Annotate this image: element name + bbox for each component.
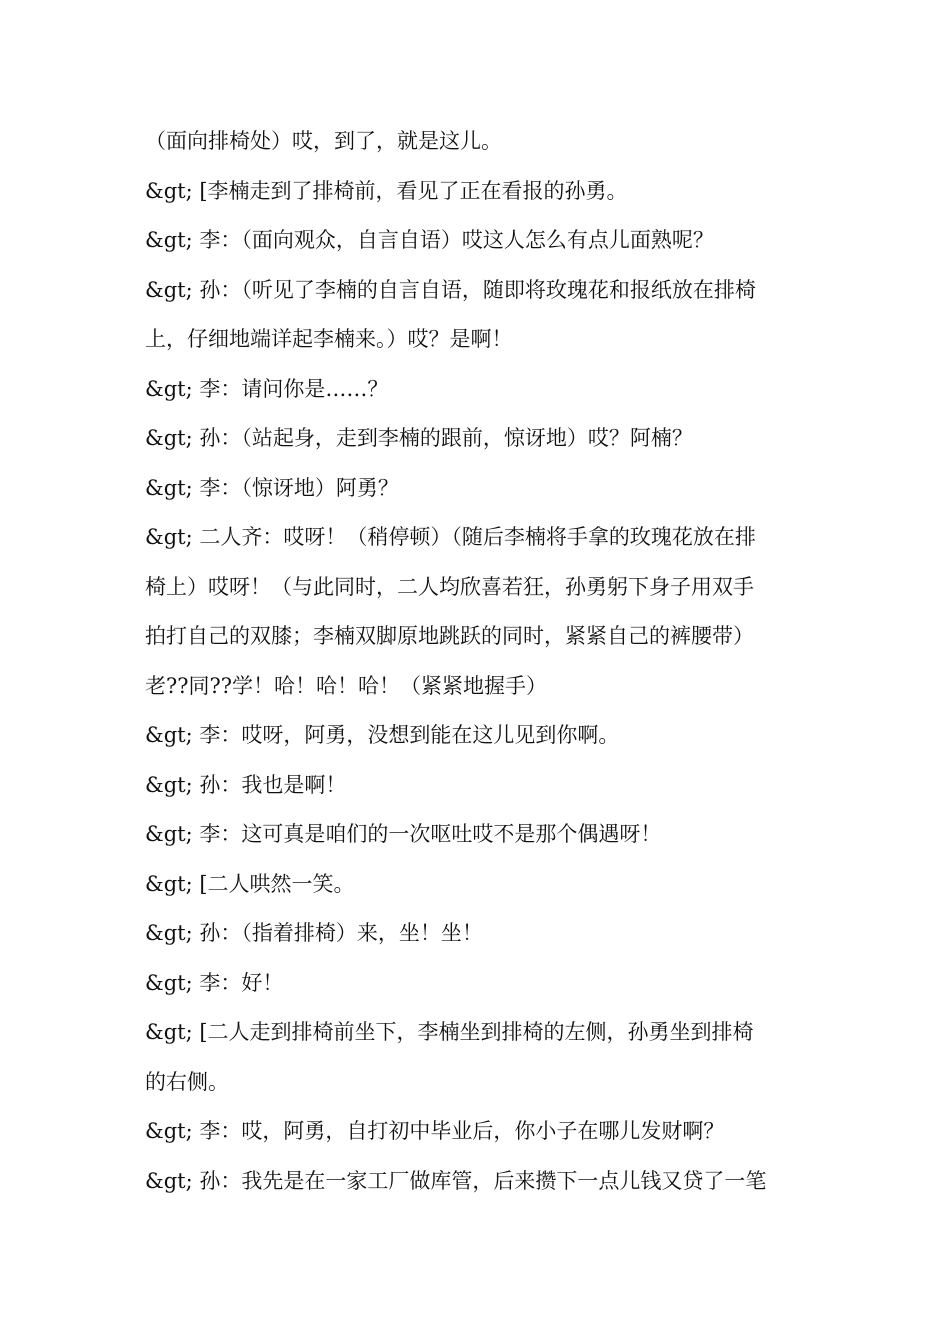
text-line-13: &gt; 李：哎呀，阿勇，没想到能在这儿见到你啊。: [145, 723, 620, 747]
text-line-21: &gt; 李：哎，阿勇，自打初中毕业后，你小子在哪儿发财啊？: [145, 1119, 725, 1143]
text-line-10: 椅上）哎呀！（与此同时，二人均欣喜若狂，孙勇躬下身子用双手: [145, 574, 754, 599]
text-line-20: 的右侧。: [145, 1069, 229, 1094]
text-line-15: &gt; 李：这可真是咱们的一次呕吐哎不是那个偶遇呀！: [145, 822, 662, 846]
text-line-19: &gt; [二人走到排椅前坐下，李楠坐到排椅的左侧，孙勇坐到排椅: [145, 1020, 754, 1044]
text-line-14: &gt; 孙：我也是啊！: [145, 772, 347, 797]
text-line-2: &gt; [李楠走到了排椅前，看见了正在看报的孙勇。: [145, 178, 628, 203]
text-line-4: &gt; 孙：（听见了李楠的自言自语，随即将玫瑰花和报纸放在排椅: [145, 277, 756, 302]
text-line-11: 拍打自己的双膝；李楠双脚原地跳跃的同时，紧紧自己的裤腰带）: [145, 624, 754, 648]
text-line-5: 上，仔细地端详起李楠来。）哎？是啊！: [145, 327, 513, 351]
text-line-17: &gt; 孙：（指着排椅）来，坐！坐！: [145, 921, 483, 945]
text-line-7: &gt; 孙：（站起身，走到李楠的跟前，惊讶地）哎？阿楠？: [145, 426, 693, 450]
text-line-12: 老??同??学！哈！哈！哈！（紧紧地握手）: [145, 673, 548, 698]
text-line-3: &gt; 李：（面向观众，自言自语）哎这人怎么有点儿面熟呢？: [145, 228, 714, 252]
text-line-22: &gt; 孙：我先是在一家工厂做库管，后来攒下一点儿钱又贷了一笔: [145, 1168, 767, 1193]
text-line-18: &gt; 李：好！: [145, 970, 284, 995]
text-line-8: &gt; 李：（惊讶地）阿勇？: [145, 475, 399, 500]
document-body: [145, 117, 810, 1206]
text-line-9: &gt; 二人齐：哎呀！（稍停顿）（随后李楠将手拿的玫瑰花放在排: [145, 525, 756, 549]
text-line-6: &gt; 李：请问你是……？: [145, 376, 389, 401]
text-line-1: （面向排椅处）哎，到了，就是这儿。: [145, 129, 502, 153]
text-line-16: &gt; [二人哄然一笑。: [145, 871, 355, 896]
